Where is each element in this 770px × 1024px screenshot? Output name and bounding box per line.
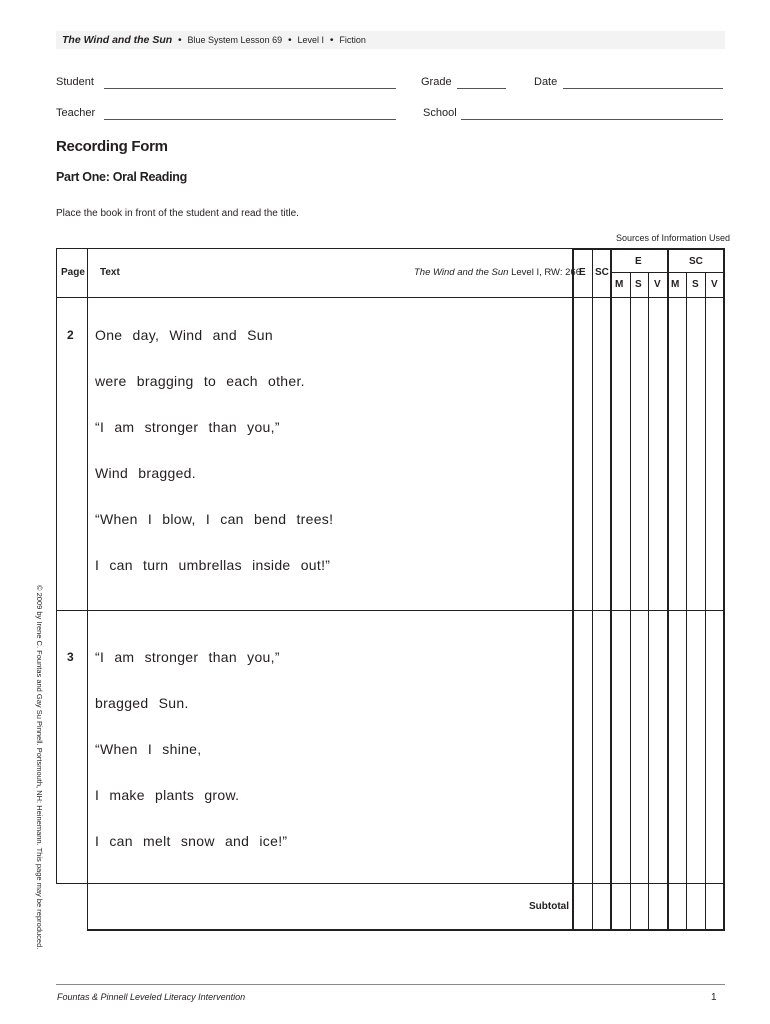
book-title-header <box>414 267 581 278</box>
text-line: were bragging to each other. <box>95 373 305 389</box>
footer-series: Fountas & Pinnell Leveled Literacy Intervention <box>57 992 246 1002</box>
student-label: Student <box>56 76 94 88</box>
page-number-cell: 2 <box>67 328 74 342</box>
col-rule-es <box>648 272 649 930</box>
subtotal-rule <box>56 883 725 884</box>
col-rule-left <box>56 248 57 884</box>
msv-header-e-s: S <box>635 279 642 290</box>
col-rule-em <box>630 272 631 930</box>
text-line: “When I blow, I can bend trees! <box>95 511 334 527</box>
copyright-notice: © 2009 by Irene C. Fountas and Gay Su Pinnell. Portsmouth, NH: Heinemann. This page may be reproduced. <box>35 585 44 950</box>
col-rule-sc <box>610 248 612 930</box>
student-field[interactable] <box>104 88 396 89</box>
table-border-top <box>56 248 573 249</box>
header-rule <box>56 297 725 298</box>
instructions: Place the book in front of the student and read the title. <box>56 208 299 219</box>
page-rule <box>56 610 725 611</box>
form-heading: Recording Form <box>56 138 168 155</box>
subtotal-label: Subtotal <box>529 901 569 912</box>
book-level-info: Level I, RW: 266 <box>508 267 581 278</box>
page-number: 1 <box>711 992 717 1003</box>
part-heading: Part One: Oral Reading <box>56 170 187 184</box>
date-field[interactable] <box>563 88 723 89</box>
school-label: School <box>423 107 457 119</box>
lesson-header <box>62 34 366 46</box>
text-line: I can melt snow and ice!” <box>95 833 288 849</box>
separator: • <box>287 34 292 46</box>
sources-caption: Sources of Information Used <box>616 233 731 243</box>
sc-sources-group-header: SC <box>689 256 703 267</box>
text-line: “I am stronger than you,” <box>95 419 280 435</box>
col-rule-scs <box>705 272 706 930</box>
text-line: “When I shine, <box>95 741 202 757</box>
school-field[interactable] <box>461 119 723 120</box>
teacher-label: Teacher <box>56 107 96 119</box>
col-rule-e <box>592 248 593 930</box>
col-rule-text <box>572 248 574 930</box>
text-line: I can turn umbrellas inside out!” <box>95 557 331 573</box>
separator: • <box>178 34 182 46</box>
page-number-cell: 3 <box>67 650 74 664</box>
text-line: Wind bragged. <box>95 465 196 481</box>
lesson-system: Blue System Lesson 69 <box>187 35 283 45</box>
text-column-header: Text <box>100 267 120 278</box>
lesson-genre: Fiction <box>339 35 366 45</box>
errors-column-header: E <box>579 267 586 278</box>
grade-field[interactable] <box>457 88 506 89</box>
msv-header-e-v: V <box>654 279 661 290</box>
text-line: One day, Wind and Sun <box>95 327 273 343</box>
grade-label: Grade <box>421 76 452 88</box>
self-corrections-column-header: SC <box>595 267 609 278</box>
lesson-level: Level I <box>297 35 324 45</box>
footer-rule <box>56 984 725 985</box>
msv-header-e-m: M <box>615 279 624 290</box>
page-column-header: Page <box>61 267 85 278</box>
text-line: I make plants grow. <box>95 787 240 803</box>
separator: • <box>329 34 334 46</box>
table-border-top-right <box>572 248 725 250</box>
teacher-field[interactable] <box>104 119 396 120</box>
text-line: “I am stronger than you,” <box>95 649 280 665</box>
col-rule-right <box>723 248 725 930</box>
msv-header-sc-v: V <box>711 279 718 290</box>
col-rule-ev <box>667 248 669 930</box>
msv-header-sc-s: S <box>692 279 699 290</box>
book-title-italic: The Wind and the Sun <box>414 267 509 278</box>
text-line: bragged Sun. <box>95 695 189 711</box>
e-sources-group-header: E <box>635 256 642 267</box>
col-rule-scm <box>686 272 687 930</box>
msv-header-sc-m: M <box>671 279 680 290</box>
book-title: The Wind and the Sun <box>62 34 173 46</box>
col-rule-page <box>87 248 88 930</box>
date-label: Date <box>534 76 558 88</box>
